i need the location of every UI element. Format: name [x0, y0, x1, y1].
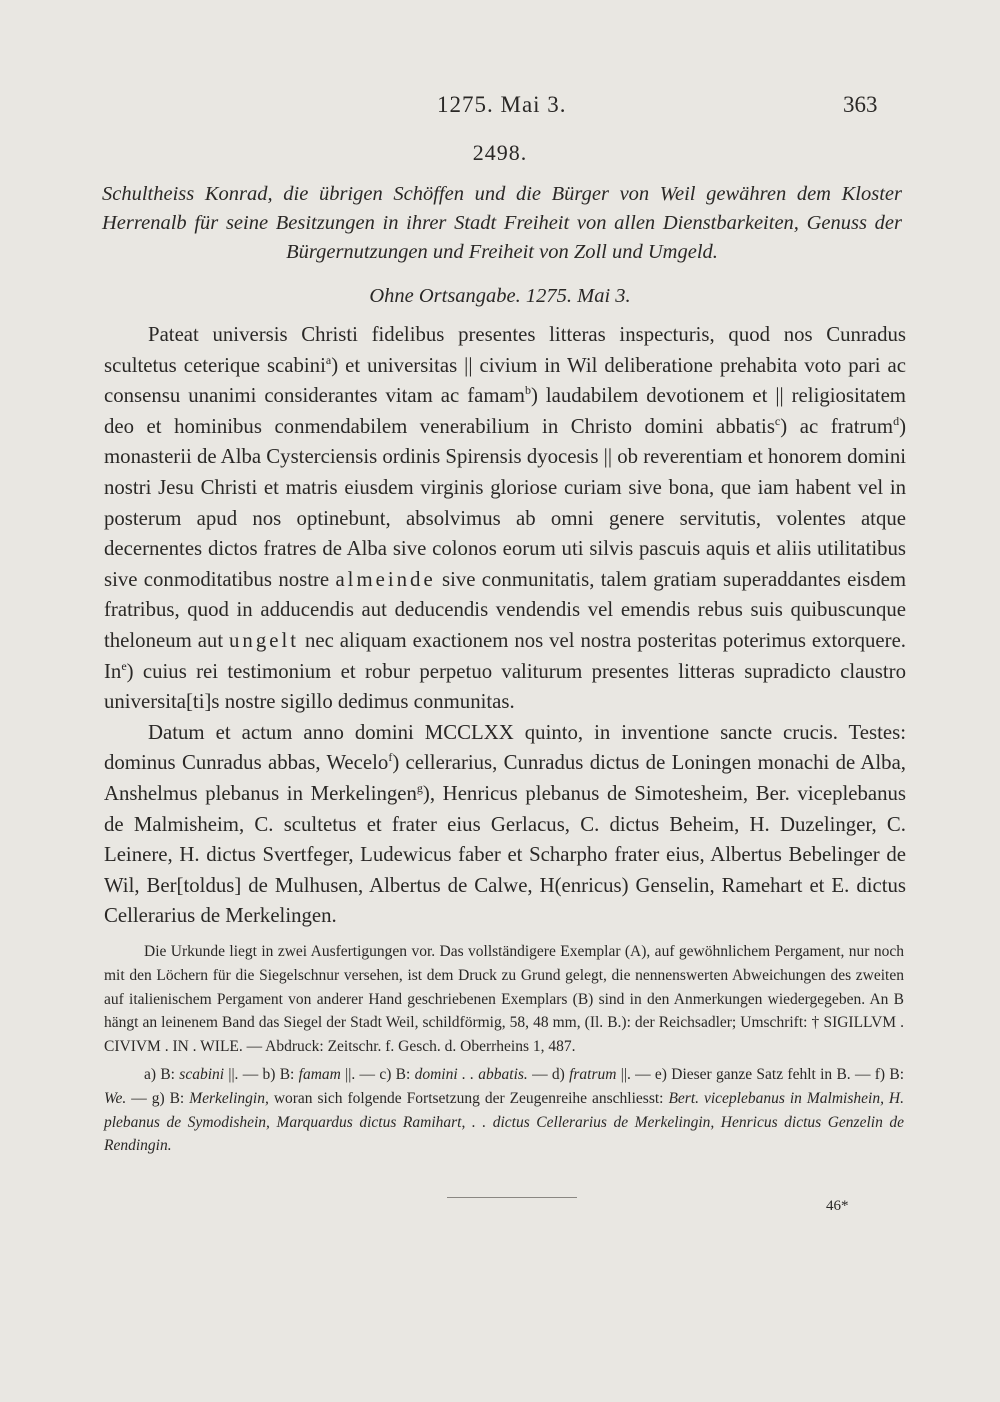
- text-run: ) cellerarius, Cunradus dictus de Loningen monachi de Alba, Anshelmus plebanus in Merkelingen: [104, 751, 906, 805]
- separator-rule: [447, 1197, 577, 1198]
- note-text: ||. — c) B:: [340, 1065, 415, 1083]
- note-text: ||. — e) Dieser ganze Satz fehlt in B. — f) B:: [616, 1065, 905, 1083]
- text-run: Pateat universis Christi fidelibus presentes litteras inspecturis, quod nos Cunradus scultetus ceterique scabini: [104, 323, 906, 377]
- place-date-line: Ohne Ortsangabe. 1275. Mai 3.: [369, 285, 631, 307]
- note-italic: scabini: [179, 1065, 225, 1083]
- note-italic: fratrum: [569, 1065, 617, 1083]
- signature-mark: 46*: [826, 1198, 849, 1214]
- note-text: a) B:: [144, 1065, 180, 1083]
- footnotes: [104, 1063, 904, 1158]
- spaced-word: ungelt: [229, 628, 300, 652]
- text-run: ) monasterii de Alba Cysterciensis ordinis Spirensis dyocesis || ob reverentiam et honorem domini nostri Jesu Christi et matris eiusdem virginis gloriose curiam sive bona, que iam habent vel in posterum apud nos optinebunt, absolvimus ab omni genere servitutis, volentes atque decernentes dictos fratres de Alba sive colonos eorum uti silvis pascuis aquis et aliis utilitatibus sive conmoditatibus nostre: [104, 414, 906, 591]
- note-text: — d): [527, 1065, 570, 1083]
- text-run: Datum et actum anno domini MCCLXX quinto, in inventione sancte crucis. Testes: dominus Cunradus abbas, Wecelo: [104, 720, 906, 775]
- spaced-word: almeinde: [335, 567, 436, 591]
- note-text: woran sich folgende Fortsetzung der Zeugenreihe anschliesst:: [268, 1089, 669, 1107]
- note-text: — g) B:: [126, 1089, 190, 1107]
- note-italic: We.: [104, 1089, 127, 1107]
- text-run: ) cuius rei testimonium et robur perpetuo valiturum presentes litteras supradicto claustro universita[ti]s nostre sigillo dedimus conmunitas.: [104, 659, 906, 714]
- text-run: nec aliquam exactionem nos vel nostra posteritas poterimus extorquere. In: [104, 628, 907, 683]
- editorial-notes: [104, 940, 904, 1158]
- charter-paragraph: [104, 320, 906, 718]
- text-run: ) et universitas || civium in Wil deliberatione prehabita voto pari ac consensu unanimi considerantes vitam ac famam: [104, 353, 906, 408]
- running-head-date: 1275. Mai 3.: [437, 92, 567, 117]
- document-number: 2498.: [472, 140, 528, 165]
- footnote-ref: c: [774, 413, 781, 428]
- text-run: ) ac fratrum: [780, 414, 894, 438]
- regest-summary: Schultheiss Konrad, die übrigen Schöffen und die Bürger von Weil gewähren dem Kloster Herrenalb für seine Besitzungen in ihrer Stadt Freiheit von allen Dienstbarkeiten, Genuss der Bürgernutzungen und Freiheit von Zoll und Umgeld.: [102, 183, 902, 263]
- page-number: 363: [843, 92, 878, 117]
- text-run: sive conmunitatis, talem gratiam superaddantes eisdem fratribus, quod in adducendis aut deducendis vendendis vel emendis rebus suis quibuscunque theloneum aut: [104, 567, 907, 652]
- charter-text: [104, 320, 906, 932]
- note-italic: Bert. viceplebanus in Malmishein, H. plebanus de Symodishein, Marquardus dictus Ramihart, . . dictus Cellerarius de Merkelingin, Henricus dictus Genzelin de Rendingin.: [104, 1089, 905, 1155]
- text-run: ), Henricus plebanus de Simotesheim, Ber. viceplebanus de Malmisheim, C. scultetus et frater eius Gerlacus, C. dictus Beheim, H. Duzelinger, C. Leinere, H. dictus Svertfeger, Ludewicus faber et Scharpho frater eius, Albertus Bebelinger de Wil, Ber[toldus] de Mulhusen, Albertus de Calwe, H(enricus) Genselin, Ramehart et E. dictus Cellerarius de Merkelingen.: [104, 781, 907, 928]
- description-note: Die Urkunde liegt in zwei Ausfertigungen vor. Das vollständigere Exemplar (A), auf gewöhnlichem Pergament, nur noch mit den Löchern für die Siegelschnur versehen, ist dem Druck zu Grund gelegt, die nennenswerten Abweichungen des zweiten auf italienischem Pergament von anderer Hand geschriebenen Exemplars (B) sind in den Anmerkungen wiedergegeben. An B hängt an leinenem Band das Siegel der Stadt Weil, schildförmig, 58, 48 mm, (Il. B.): der Reichsadler; Umschrift: † SIGILLVM . CIVIVM . IN . WILE. — Abdruck: Zeitschr. f. Gesch. d. Oberrheins 1, 487.: [104, 943, 904, 1056]
- footnote-ref: f: [388, 750, 393, 765]
- note-italic: domini . . abbatis.: [414, 1065, 528, 1083]
- note-italic: Merkelingin,: [189, 1089, 269, 1107]
- footnote-ref: e: [121, 658, 127, 673]
- note-text: ||. — b) B:: [224, 1065, 299, 1083]
- text-run: ) laudabilem devotionem et || religiositatem deo et hominibus conmendabilem venerabilium in Christo domini abbatis: [104, 384, 906, 438]
- footnote-ref: b: [524, 383, 531, 398]
- charter-paragraph: [104, 718, 906, 932]
- footnote-ref: a: [325, 352, 332, 367]
- running-head: [0, 92, 1000, 122]
- footnote-ref: g: [416, 780, 423, 795]
- footnote-ref: d: [893, 413, 900, 428]
- note-italic: famam: [298, 1065, 341, 1083]
